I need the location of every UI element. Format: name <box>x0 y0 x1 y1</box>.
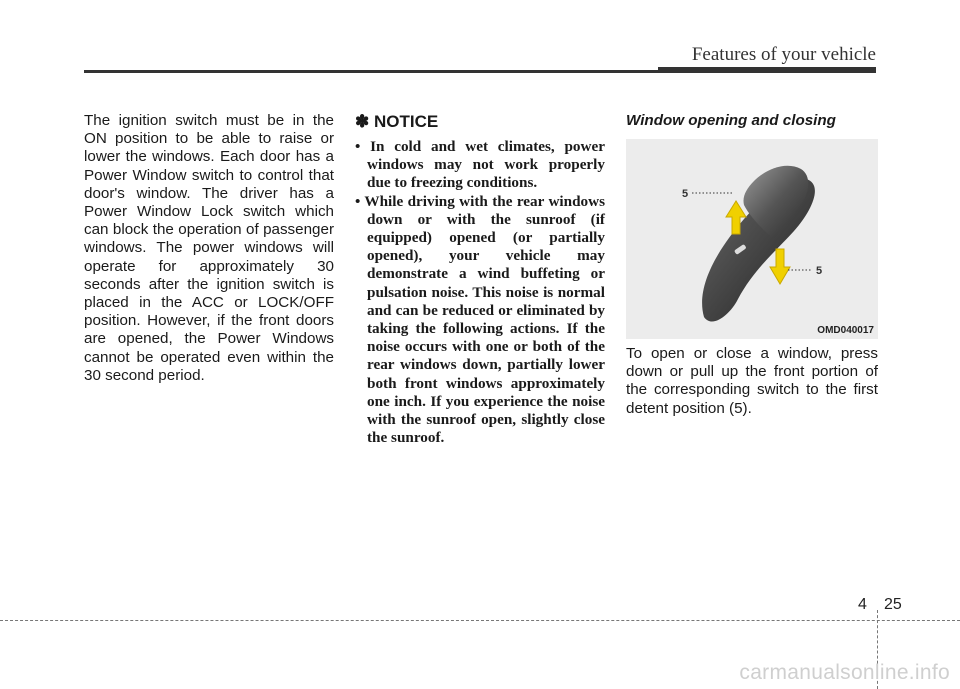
window-switch-figure <box>626 139 878 339</box>
window-subtitle: Window opening and closing <box>626 112 836 129</box>
notice-item: • In cold and wet climates, power windows may not work properly due to freezing conditions. <box>355 138 605 193</box>
watermark: carmanualsonline.info <box>739 661 950 684</box>
footer-rule <box>0 620 960 621</box>
notice-column <box>355 112 605 447</box>
column-1 <box>84 112 334 385</box>
notice-title: ✽ NOTICE <box>355 112 439 131</box>
chapter-number: 4 <box>858 596 867 613</box>
window-paragraph: To open or close a window, press down or pull up the front portion of the corresponding switch to the first detent position (5). <box>626 345 878 417</box>
label-up: 5 <box>682 188 689 200</box>
section-title: Features of your vehicle <box>691 44 876 65</box>
notice-list <box>355 138 605 447</box>
label-down: 5 <box>816 265 823 277</box>
column-3 <box>626 112 878 418</box>
arrow-down-icon <box>770 249 790 284</box>
notice-item: • While driving with the rear windows down or with the sunroof (if equipped) opened (or partially opened), your vehicle may demonstrate a wind buffeting or pulsation noise. This noise is normal and can be reduced or eliminated by taking the following actions. If the noise occurs with one or both of the rear windows down, partially lower both front windows approximately one inch. If you experience the noise with the sunroof open, slightly close the sunroof. <box>355 193 605 448</box>
header-rule-accent <box>658 67 876 73</box>
page-number: 25 <box>884 596 902 613</box>
window-switch-illustration <box>626 139 878 339</box>
figure-code: OMD040017 <box>817 325 874 336</box>
ignition-paragraph: The ignition switch must be in the ON position to be able to raise or lower the windows. Each door has a Power Window switch to control that door's window. The driver has a Power Window Lock switch which can block the operation of passenger windows. The power windows will operate for approximately 30 seconds after the ignition switch is placed in the ACC or LOCK/OFF position. However, if the front doors are opened, the Power Windows cannot be operated even within the 30 second period. <box>84 112 334 384</box>
